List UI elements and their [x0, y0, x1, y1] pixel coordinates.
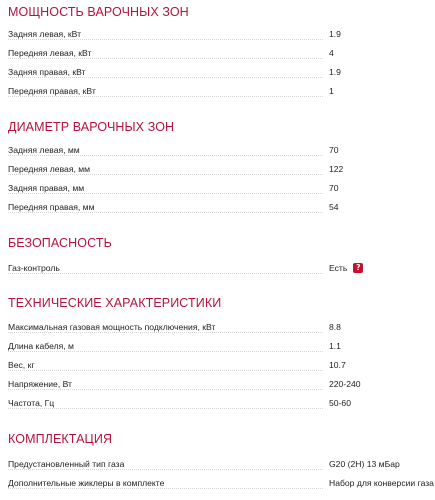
spec-row: [8, 319, 428, 335]
spec-row: [8, 83, 428, 99]
spec-row: [8, 376, 428, 392]
spec-value: 10.7: [329, 360, 346, 370]
spec-value-text: Есть: [329, 263, 348, 273]
spec-value: 1.9: [329, 67, 341, 77]
spec-row: [8, 475, 434, 491]
spec-label: Задняя левая, кВт: [8, 29, 82, 39]
spec-label: Напряжение, Вт: [8, 379, 72, 389]
spec-row: [8, 338, 428, 354]
leader-line: [8, 408, 323, 409]
spec-value: 70: [329, 145, 339, 155]
spec-row: [8, 64, 428, 80]
spec-label: Вес, кг: [8, 360, 35, 370]
leader-line: [8, 370, 323, 371]
spec-value: 70: [329, 183, 339, 193]
section-title-zone-diameter: ДИАМЕТР ВАРОЧНЫХ ЗОН: [8, 120, 175, 134]
spec-label: Дополнительные жиклеры в комплекте: [8, 478, 165, 488]
spec-label: Задняя правая, мм: [8, 183, 85, 193]
spec-row: [8, 45, 428, 61]
spec-value: 54: [329, 202, 339, 212]
spec-row: [8, 357, 428, 373]
spec-row: [8, 180, 428, 196]
spec-label: Задняя левая, мм: [8, 145, 80, 155]
spec-label: Передняя левая, мм: [8, 164, 91, 174]
spec-label: Задняя правая, кВт: [8, 67, 86, 77]
spec-row: [8, 161, 428, 177]
spec-value: Набор для конверсии газа: [329, 478, 434, 488]
spec-label: Частота, Гц: [8, 398, 55, 408]
spec-value: 8.8: [329, 322, 341, 332]
spec-label: Предустановленный тип газа: [8, 459, 125, 469]
spec-row: [8, 395, 428, 411]
spec-row-gas-control: [8, 260, 428, 276]
section-title-package: КОМПЛЕКТАЦИЯ: [8, 432, 113, 446]
spec-value: G20 (2H) 13 мБар: [329, 459, 400, 469]
spec-value: 1.1: [329, 341, 341, 351]
spec-label: Максимальная газовая мощность подключения, кВт: [8, 322, 216, 332]
section-title-technical: ТЕХНИЧЕСКИЕ ХАРАКТЕРИСТИКИ: [8, 296, 222, 310]
spec-row: [8, 199, 428, 215]
spec-value: 50-60: [329, 398, 351, 408]
spec-label: Газ-контроль: [8, 263, 60, 273]
spec-label: Передняя левая, кВт: [8, 48, 92, 58]
spec-label: Передняя правая, кВт: [8, 86, 96, 96]
spec-row: [8, 26, 428, 42]
spec-value: 122: [329, 164, 344, 174]
spec-value: 220-240: [329, 379, 361, 389]
section-title-zone-power: МОЩНОСТЬ ВАРОЧНЫХ ЗОН: [8, 5, 189, 19]
spec-value: 1.9: [329, 29, 341, 39]
spec-value: [329, 260, 363, 276]
section-title-safety: БЕЗОПАСНОСТЬ: [8, 236, 112, 250]
spec-value: 1: [329, 86, 334, 96]
spec-label: Передняя правая, мм: [8, 202, 95, 212]
spec-row: [8, 142, 428, 158]
question-mark-icon[interactable]: ?: [353, 263, 363, 273]
spec-value: 4: [329, 48, 334, 58]
spec-row: [8, 456, 428, 472]
spec-label: Длина кабеля, м: [8, 341, 74, 351]
